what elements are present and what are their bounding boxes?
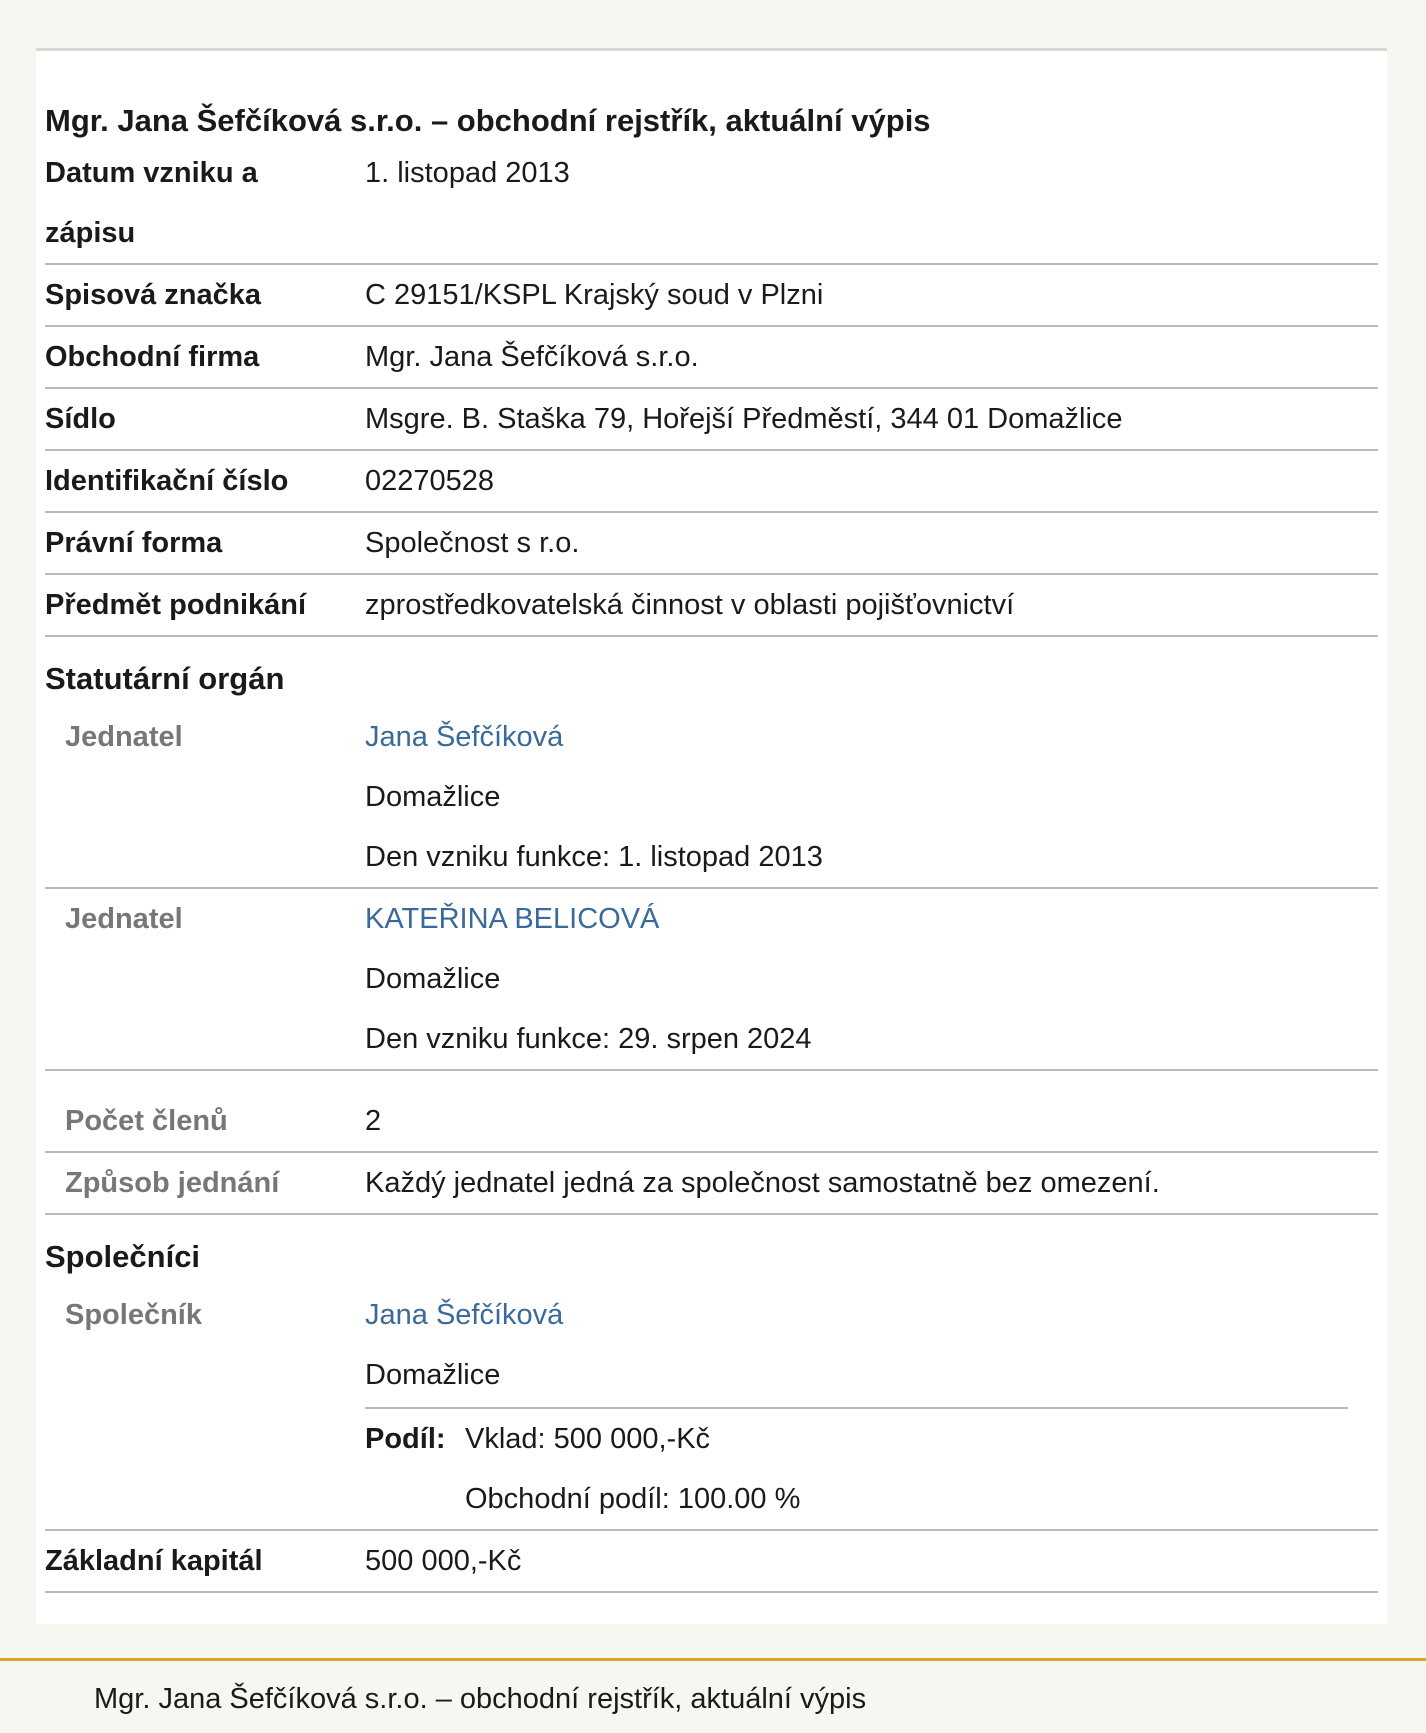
row-value: C 29151/KSPL Krajský soud v Plzni [365, 279, 824, 311]
statutory-member [45, 889, 1378, 1071]
row-value: Společnost s r.o. [365, 527, 580, 559]
row-ico [45, 451, 1378, 513]
member-city: Domažlice [365, 963, 501, 995]
row-value: Mgr. Jana Šefčíková s.r.o. [365, 341, 699, 373]
row-value: 2 [365, 1105, 382, 1137]
footer-title: Mgr. Jana Šefčíková s.r.o. – obchodní rejstřík, aktuální výpis [94, 1683, 867, 1715]
member-city: Domažlice [365, 781, 501, 813]
row-sidlo [45, 389, 1378, 451]
row-label: Identifikační číslo [45, 465, 289, 497]
row-label: Základní kapitál [45, 1545, 263, 1577]
row-spisova-znacka [45, 265, 1378, 327]
row-value: Každý jednatel jedná za společnost samostatně bez omezení. [365, 1167, 1160, 1199]
statutory-member [45, 707, 1378, 889]
partner-details [365, 1285, 1378, 1529]
row-datum-vzniku [45, 143, 1378, 265]
row-label: Spisová značka [45, 279, 261, 311]
member-details [365, 707, 1378, 887]
partner-city: Domažlice [365, 1359, 501, 1391]
row-label-line: zápisu [45, 217, 136, 249]
row-obchodni-firma [45, 327, 1378, 389]
register-card [36, 48, 1387, 1624]
row-pravni-forma [45, 513, 1378, 575]
row-label: Sídlo [45, 403, 116, 435]
row-zakladni-kapital [45, 1531, 1378, 1593]
member-since: Den vzniku funkce: 1. listopad 2013 [365, 841, 823, 873]
share-values [465, 1409, 800, 1529]
spacer [45, 1071, 1378, 1091]
row-label: Obchodní firma [45, 341, 260, 373]
row-label: Způsob jednání [65, 1167, 280, 1199]
row-label: Počet členů [65, 1105, 228, 1137]
member-since: Den vzniku funkce: 29. srpen 2024 [365, 1023, 812, 1055]
row-zpusob-jednani [45, 1153, 1378, 1215]
row-value: 02270528 [365, 465, 495, 497]
partner-name-link[interactable]: Jana Šefčíková [365, 1299, 564, 1331]
member-name-link[interactable]: Jana Šefčíková [365, 721, 564, 753]
partner-share [365, 1407, 1348, 1529]
share-percentage: Obchodní podíl: 100.00 % [465, 1483, 801, 1515]
section-heading-partners: Společníci [45, 1239, 201, 1274]
row-predmet-podnikani [45, 575, 1378, 637]
member-role: Jednatel [65, 903, 183, 935]
row-label-line: Datum vzniku a [45, 157, 258, 189]
section-heading-statutory: Statutární orgán [45, 661, 285, 696]
row-label [45, 143, 365, 263]
row-value: 1. listopad 2013 [365, 157, 570, 189]
row-pocet-clenu [45, 1091, 1378, 1153]
row-value: zprostředkovatelská činnost v oblasti pojišťovnictví [365, 589, 1015, 621]
member-details [365, 889, 1378, 1069]
member-name-link[interactable]: KATEŘINA BELICOVÁ [365, 903, 660, 935]
row-label: Předmět podnikání [45, 589, 307, 621]
partner-role: Společník [65, 1299, 202, 1331]
partner [45, 1285, 1378, 1531]
row-value: Msgre. B. Staška 79, Hořejší Předměstí, 344 01 Domažlice [365, 403, 1123, 435]
share-deposit: Vklad: 500 000,-Kč [465, 1423, 711, 1455]
share-label: Podíl: [365, 1423, 446, 1455]
row-value: 500 000,-Kč [365, 1545, 522, 1577]
page-title: Mgr. Jana Šefčíková s.r.o. – obchodní rejstřík, aktuální výpis [45, 103, 931, 138]
footer [0, 1658, 1426, 1733]
member-role: Jednatel [65, 721, 183, 753]
row-label: Právní forma [45, 527, 223, 559]
